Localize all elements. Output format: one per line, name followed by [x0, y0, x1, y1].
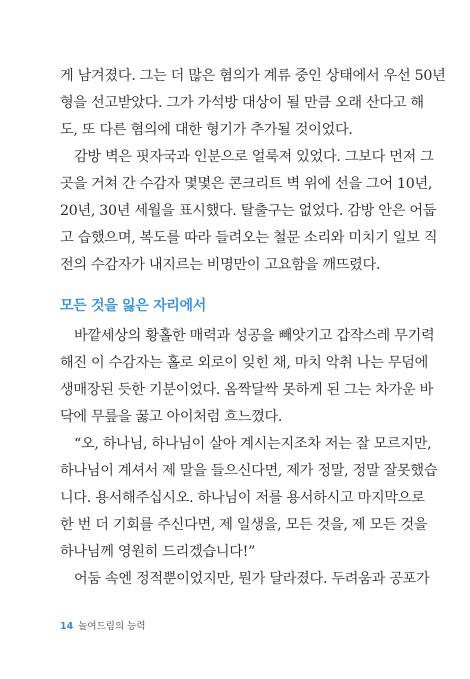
page-number: 14: [60, 621, 74, 632]
text-line: 하나님께 영원히 드리겠습니다!”: [60, 544, 256, 560]
text-line: 전의 수감자가 내지르는 비명만이 고요함을 깨뜨렸다.: [60, 257, 381, 273]
text-line: “오, 하나님, 하나님이 살아 계시는지조차 저는 잘 모르지만,: [74, 436, 432, 452]
text-line: 도, 또 다른 혐의에 대한 형기가 추가될 것이었다.: [60, 122, 353, 138]
page-footer: [60, 619, 146, 635]
text-line: 한 번 더 기회를 주신다면, 제 일생을, 모든 것을, 제 모든 것을: [60, 517, 428, 533]
text-line: 게 남겨졌다. 그는 더 많은 혐의가 계류 중인 상태에서 우선 50년: [60, 68, 446, 84]
text-line: 고 습했으며, 복도를 따라 들려오는 철문 소리와 미치기 일보 직: [60, 230, 438, 246]
text-line: 감방 벽은 핏자국과 인분으로 얼룩져 있었다. 그보다 먼저 그: [74, 149, 434, 165]
text-line: 니다. 용서해주십시오. 하나님이 저를 용서하시고 마지막으로: [60, 490, 425, 506]
text-line: 20년, 30년 세월을 표시했다. 탈출구는 없었다. 감방 안은 어둡: [60, 203, 437, 219]
text-line: 해진 이 수감자는 홀로 외로이 잊힌 채, 마치 악취 나는 무덤에: [60, 355, 429, 371]
running-title: 놀여드림의 능력: [78, 621, 146, 632]
text-line: 하나님이 계셔서 제 말을 들으신다면, 제가 정말, 정말 잘못했습: [60, 463, 438, 479]
text-line: 바깥세상의 황홀한 매력과 성공을 빼앗기고 갑작스레 무기력: [74, 328, 435, 344]
text-line: 형을 선고받았다. 그가 가석방 대상이 될 만큼 오래 산다고 해: [60, 95, 424, 111]
text-line: 닥에 무릎을 꿇고 아이처럼 흐느꼈다.: [60, 409, 283, 425]
text-line: 생매장된 듯한 기분이었다. 옴짝달싹 못하게 된 그는 차가운 바: [60, 382, 434, 398]
text-line: 어둠 속엔 정적뿐이었지만, 뭔가 달라졌다. 두려움과 공포가: [74, 571, 430, 587]
section-heading: 모든 것을 잃은 자리에서: [60, 298, 206, 314]
text-line: 곳을 거쳐 간 수감자 몇몇은 콘크리트 벽 위에 선을 그어 10년,: [60, 176, 433, 192]
